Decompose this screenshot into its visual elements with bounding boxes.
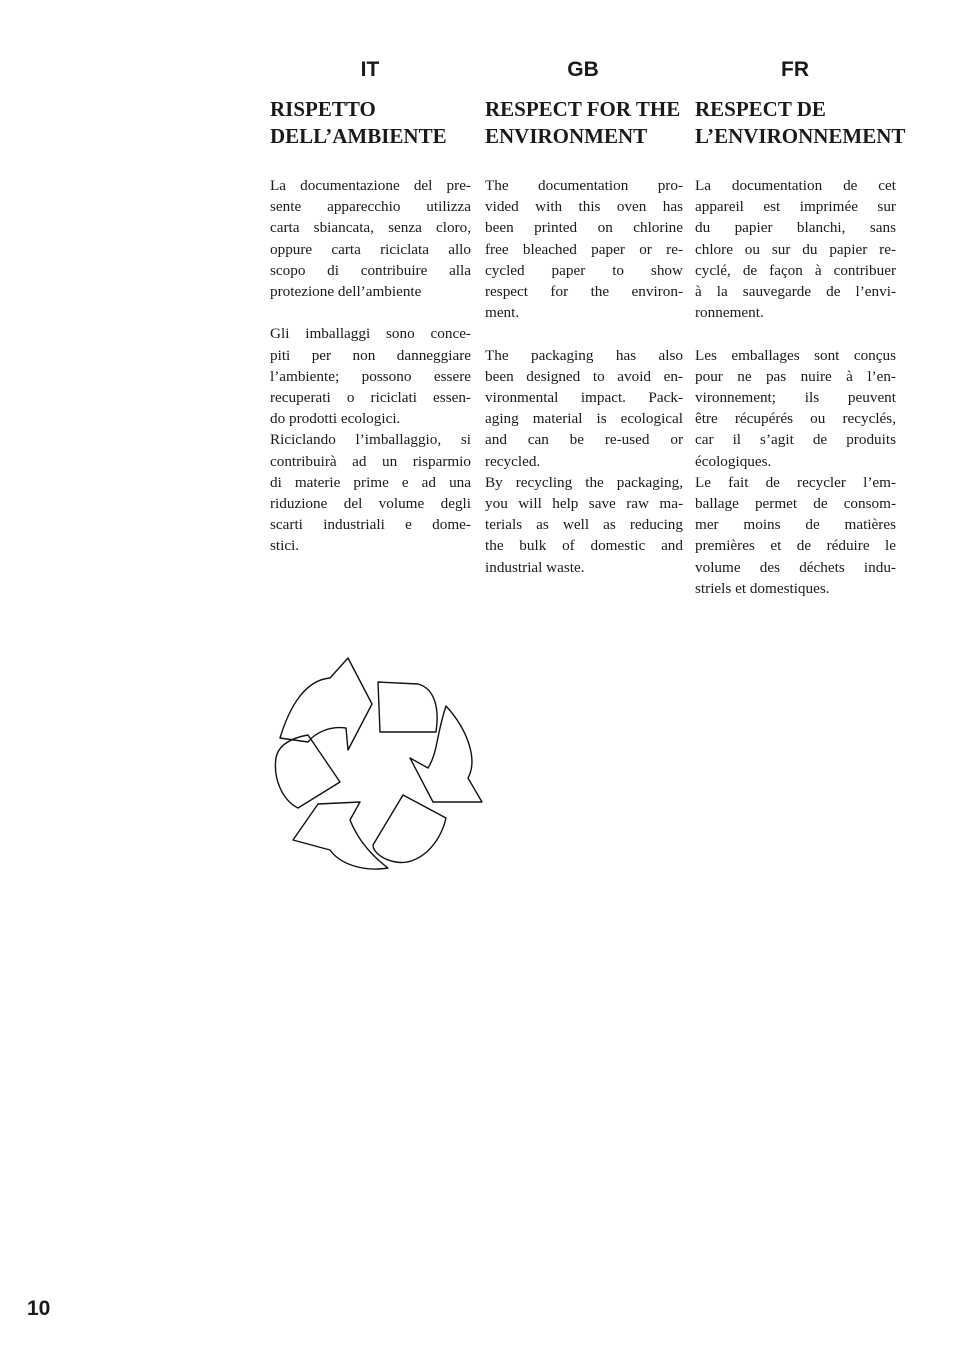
text-line: the bulk of domestic and bbox=[485, 537, 683, 555]
text-line: scarti industriali e dome- bbox=[270, 516, 471, 534]
text-line: La documentation de cet bbox=[695, 177, 896, 194]
heading-line: L’ENVIRONNEMENT bbox=[695, 124, 906, 148]
text-line: carta sbiancata, senza cloro, bbox=[270, 219, 471, 237]
text-line: piti per non danneggiare bbox=[270, 346, 471, 364]
recycle-arrow-right bbox=[410, 706, 482, 802]
language-label-gb: GB bbox=[567, 58, 599, 81]
column-fr bbox=[695, 96, 906, 620]
language-label-it: IT bbox=[360, 58, 380, 81]
paragraph-p2 bbox=[695, 345, 896, 472]
section-body-fr bbox=[695, 175, 896, 599]
text-line: mer moins de matières bbox=[695, 516, 896, 534]
text-line: à la sauvegarde de l’envi- bbox=[695, 283, 896, 301]
recycle-block-left bbox=[275, 735, 340, 808]
recycle-icon bbox=[268, 650, 488, 880]
text-line: cycled paper to show bbox=[485, 261, 683, 279]
heading-line: ENVIRONMENT bbox=[485, 124, 648, 148]
text-line: industrial waste. bbox=[485, 558, 585, 576]
text-line: protezione dell’ambiente bbox=[270, 283, 422, 301]
text-line: you will help save raw ma- bbox=[485, 495, 683, 513]
text-line: du papier blanchi, sans bbox=[695, 219, 896, 237]
paragraph-p3 bbox=[270, 429, 471, 556]
paragraph-p1 bbox=[695, 175, 896, 323]
text-line: cyclé, de façon à contribuer bbox=[695, 261, 896, 279]
text-line: recuperati o riciclati essen- bbox=[270, 389, 471, 407]
text-line: contribuirà ad un risparmio bbox=[270, 452, 471, 470]
text-line: vironmental impact. Pack- bbox=[485, 389, 683, 407]
text-line: Riciclando l’imballaggio, si bbox=[270, 431, 471, 449]
text-line: been printed on chlorine bbox=[485, 219, 683, 237]
text-line: premières et de réduire le bbox=[695, 537, 896, 555]
text-line: oppure carta riciclata allo bbox=[270, 240, 471, 258]
text-line: vided with this oven has bbox=[485, 198, 683, 216]
text-line: pour ne pas nuire à l’en- bbox=[695, 367, 896, 385]
text-line: do prodotti ecologici. bbox=[270, 410, 401, 428]
text-line: di materie prime e ad una bbox=[270, 473, 471, 491]
text-line: By recycling the packaging, bbox=[485, 473, 683, 491]
column-it bbox=[270, 96, 471, 578]
text-line: sente apparecchio utilizza bbox=[270, 198, 471, 216]
section-body-it bbox=[270, 175, 471, 557]
recycle-arrow-top bbox=[280, 658, 372, 750]
text-line: striels et domestiques. bbox=[695, 579, 830, 597]
section-heading-fr bbox=[695, 96, 906, 166]
text-line: volume des déchets indu- bbox=[695, 558, 896, 576]
column-gb bbox=[485, 96, 683, 599]
text-line: riduzione del volume degli bbox=[270, 495, 471, 513]
text-line: been designed to avoid en- bbox=[485, 367, 683, 385]
text-line: La documentazione del pre- bbox=[270, 177, 471, 194]
text-line: vironnement; ils peuvent bbox=[695, 389, 896, 407]
text-line: Les emballages sont conçus bbox=[695, 346, 896, 364]
text-line: car il s’agit de produits bbox=[695, 431, 896, 449]
text-line: ronnement. bbox=[695, 304, 764, 322]
section-body-gb bbox=[485, 175, 683, 578]
text-line: and can be re-used or bbox=[485, 431, 683, 449]
recycle-arrow-bottom bbox=[293, 802, 388, 869]
text-line: écologiques. bbox=[695, 452, 772, 470]
text-line: scopo di contribuire alla bbox=[270, 261, 471, 279]
paragraph-p1 bbox=[485, 175, 683, 323]
text-line: l’ambiente; possono essere bbox=[270, 367, 471, 385]
text-line: Le fait de recycler l’em- bbox=[695, 473, 896, 491]
heading-line: DELL’AMBIENTE bbox=[270, 124, 447, 148]
text-line: ment. bbox=[485, 304, 520, 322]
text-line: The packaging has also bbox=[485, 346, 683, 364]
language-label-fr: FR bbox=[781, 58, 809, 81]
text-line: aging material is ecological bbox=[485, 410, 683, 428]
text-line: être récupérés ou recyclés, bbox=[695, 410, 896, 428]
text-line: Gli imballaggi sono conce- bbox=[270, 325, 471, 343]
paragraph-p3 bbox=[485, 472, 683, 578]
heading-line: RISPETTO bbox=[270, 97, 376, 121]
recycle-block-top bbox=[378, 682, 437, 732]
text-line: free bleached paper or re- bbox=[485, 240, 683, 258]
paragraph-p1 bbox=[270, 175, 471, 302]
text-line: respect for the environ- bbox=[485, 283, 683, 301]
paragraph-p2 bbox=[270, 323, 471, 429]
heading-line: RESPECT FOR THE bbox=[485, 97, 681, 121]
text-line: The documentation pro- bbox=[485, 177, 683, 194]
paragraph-p3 bbox=[695, 472, 896, 599]
text-line: ballage permet de consom- bbox=[695, 495, 896, 513]
text-line: appareil est imprimée sur bbox=[695, 198, 896, 216]
section-heading-gb bbox=[485, 96, 683, 166]
text-line: stici. bbox=[270, 537, 300, 555]
text-line: terials as well as reducing bbox=[485, 516, 683, 534]
recycle-block-bottom bbox=[373, 795, 446, 862]
heading-line: RESPECT DE bbox=[695, 97, 826, 121]
section-heading-it bbox=[270, 96, 471, 166]
text-line: chlore ou sur du papier re- bbox=[695, 240, 896, 258]
text-line: recycled. bbox=[485, 452, 541, 470]
page-number: 10 bbox=[27, 1297, 51, 1320]
paragraph-p2 bbox=[485, 345, 683, 472]
